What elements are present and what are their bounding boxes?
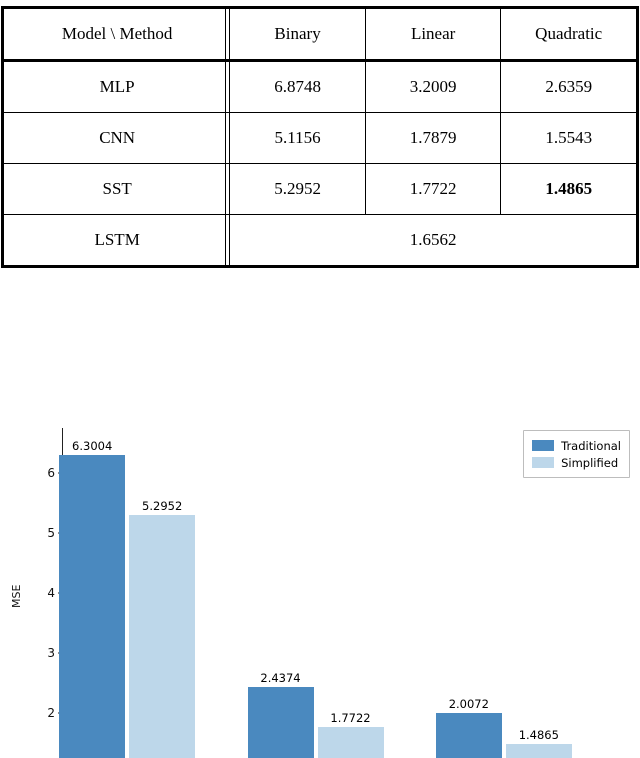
- table-row-merged: [3, 215, 638, 267]
- table-row: [3, 164, 638, 215]
- table-row: [3, 61, 638, 113]
- row-model-cnn: CNN: [3, 113, 231, 164]
- cell-sst-binary: 5.2952: [230, 164, 365, 215]
- bar-simplified: [318, 727, 384, 758]
- chart-legend: [523, 430, 630, 478]
- y-tick-label: 4: [47, 586, 55, 600]
- legend-swatch-traditional: [532, 440, 554, 451]
- bar-value-label: 1.7722: [330, 710, 371, 725]
- cell-sst-quadratic: 1.4865: [501, 164, 638, 215]
- legend-item-simplified: [532, 454, 621, 471]
- bar-value-label: 5.2952: [142, 499, 183, 514]
- y-axis-label: MSE: [10, 584, 23, 608]
- cell-mlp-binary: 6.8748: [230, 61, 365, 113]
- legend-label-traditional: Traditional: [561, 438, 621, 453]
- bar-traditional: [248, 687, 314, 758]
- table-header-quadratic: Quadratic: [501, 8, 638, 61]
- cell-sst-linear: 1.7722: [365, 164, 501, 215]
- bar-chart: [0, 398, 640, 758]
- bar-value-label: 2.4374: [260, 670, 301, 685]
- legend-item-traditional: [532, 437, 621, 454]
- legend-swatch-simplified: [532, 457, 554, 468]
- bar-value-label: 2.0072: [448, 696, 489, 711]
- y-tick-label: 2: [47, 706, 55, 720]
- bar-value-label: 1.4865: [518, 727, 559, 742]
- y-tick-label: 3: [47, 646, 55, 660]
- cell-cnn-binary: 5.1156: [230, 113, 365, 164]
- bar-simplified: [129, 515, 195, 758]
- table-header-linear: Linear: [365, 8, 501, 61]
- cell-mlp-linear: 3.2009: [365, 61, 501, 113]
- table-header-model: Model \ Method: [3, 8, 231, 61]
- results-table-container: [0, 6, 640, 268]
- bar-simplified: [506, 744, 572, 758]
- row-model-lstm: LSTM: [94, 230, 140, 249]
- table-header-row: [3, 8, 638, 61]
- cell-cnn-linear: 1.7879: [365, 113, 501, 164]
- row-model-sst: SST: [3, 164, 231, 215]
- table-header-binary: Binary: [230, 8, 365, 61]
- legend-label-simplified: Simplified: [561, 455, 619, 470]
- bar-value-label: 6.3004: [72, 438, 113, 453]
- cell-lstm-value: 1.6562: [230, 215, 637, 267]
- bar-traditional: [436, 713, 502, 758]
- y-tick-label: 5: [47, 526, 55, 540]
- y-tick-label: 6: [47, 466, 55, 480]
- results-table: [1, 6, 639, 268]
- table-row: [3, 113, 638, 164]
- cell-cnn-quadratic: 1.5543: [501, 113, 638, 164]
- cell-mlp-quadratic: 2.6359: [501, 61, 638, 113]
- bar-traditional: [59, 455, 125, 758]
- row-model-mlp: MLP: [3, 61, 231, 113]
